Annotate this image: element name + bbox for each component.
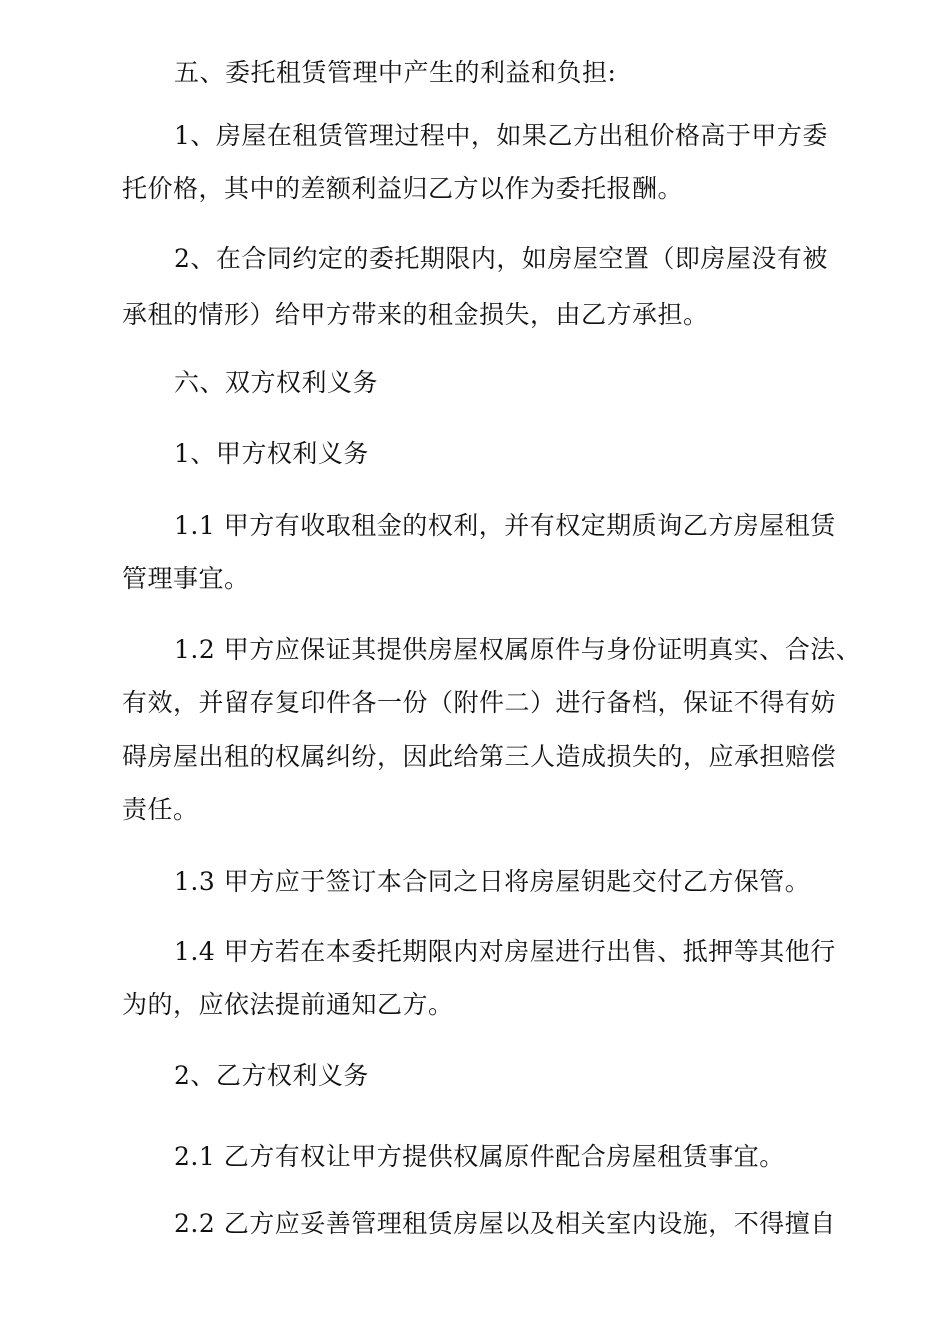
paragraph-line: 责任。 — [122, 795, 199, 824]
paragraph-line: 碍房屋出租的权属纠纷，因此给第三人造成损失的，应承担赔偿 — [122, 742, 837, 771]
section-heading: 六、双方权利义务 — [174, 368, 379, 397]
paragraph-line: 管理事宜。 — [122, 564, 250, 593]
paragraph-line: 2.2 乙方应妥善管理租赁房屋以及相关室内设施，不得擅自 — [174, 1209, 836, 1238]
paragraph-line: 2.1 乙方有权让甲方提供权属原件配合房屋租赁事宜。 — [174, 1142, 785, 1171]
paragraph-line: 1、房屋在租赁管理过程中，如果乙方出租价格高于甲方委 — [174, 121, 828, 150]
paragraph-line: 1.4 甲方若在本委托期限内对房屋进行出售、抵押等其他行 — [174, 937, 836, 966]
subsection-heading: 2、乙方权利义务 — [174, 1061, 369, 1090]
paragraph-line: 承租的情形）给甲方带来的租金损失，由乙方承担。 — [122, 300, 709, 329]
paragraph-line: 为的，应依法提前通知乙方。 — [122, 990, 454, 1019]
paragraph-line: 1.3 甲方应于签订本合同之日将房屋钥匙交付乙方保管。 — [174, 867, 811, 896]
paragraph-line: 2、在合同约定的委托期限内，如房屋空置（即房屋没有被 — [174, 244, 828, 273]
paragraph-line: 有效，并留存复印件各一份（附件二）进行备档，保证不得有妨 — [122, 688, 837, 717]
paragraph-line: 1.1 甲方有收取租金的权利，并有权定期质询乙方房屋租赁 — [174, 511, 836, 540]
paragraph-line: 1.2 甲方应保证其提供房屋权属原件与身份证明真实、合法、 — [174, 635, 862, 664]
paragraph-line: 托价格，其中的差额利益归乙方以作为委托报酬。 — [122, 174, 684, 203]
section-heading: 五、委托租赁管理中产生的利益和负担: — [174, 58, 617, 87]
subsection-heading: 1、甲方权利义务 — [174, 439, 369, 468]
